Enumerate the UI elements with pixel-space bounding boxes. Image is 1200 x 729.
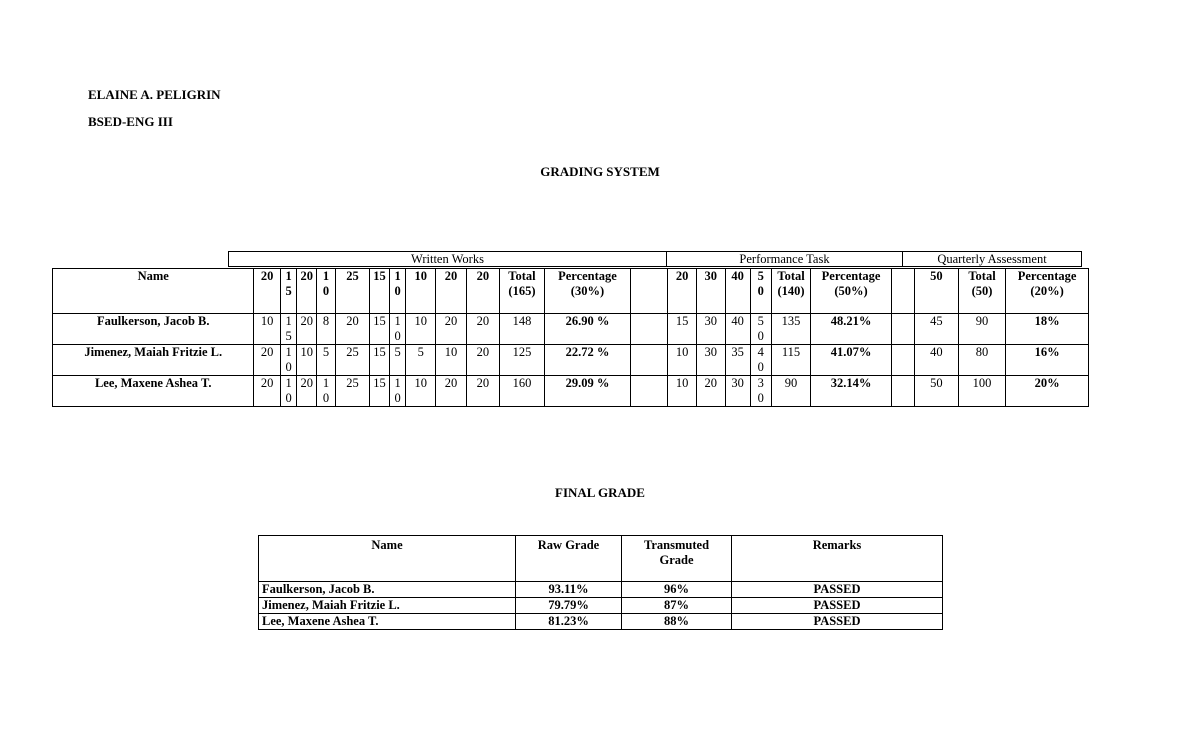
spacer-cell	[891, 376, 914, 407]
performance-task-max-header: 20	[668, 269, 697, 314]
written-work-score: 5	[389, 345, 406, 376]
final-header-transmuted-grade: Transmuted Grade	[622, 536, 732, 582]
raw-grade: 93.11%	[516, 582, 622, 598]
written-work-score: 15	[370, 345, 390, 376]
grading-system-title: GRADING SYSTEM	[540, 164, 660, 179]
written-work-max-header: 1 5	[280, 269, 297, 314]
spacer-cell	[630, 376, 667, 407]
written-work-score: 1 5	[280, 314, 297, 345]
student-row	[53, 376, 1089, 407]
written-work-score: 5	[406, 345, 436, 376]
student-name-cell: Faulkerson, Jacob B.	[53, 314, 254, 345]
student-name-cell: Jimenez, Maiah Fritzie L.	[53, 345, 254, 376]
spacer-cell	[891, 345, 914, 376]
written-work-score: 20	[335, 314, 369, 345]
performance-task-score: 30	[725, 376, 750, 407]
remarks: PASSED	[732, 614, 943, 630]
written-work-score: 10	[406, 376, 436, 407]
name-header: Name	[53, 269, 254, 314]
quarterly-max-header: 50	[914, 269, 958, 314]
spacer-cell	[630, 314, 667, 345]
written-works-band: Written Works	[228, 251, 667, 267]
quarterly-percentage: 16%	[1006, 345, 1089, 376]
performance-task-score: 10	[668, 345, 697, 376]
written-work-score: 1 0	[389, 376, 406, 407]
written-work-score: 1 0	[280, 345, 297, 376]
written-work-score: 20	[466, 376, 499, 407]
student-row	[53, 314, 1089, 345]
written-work-max-header: 25	[335, 269, 369, 314]
program-label: BSED-ENG III	[88, 114, 173, 129]
written-work-score: 20	[436, 376, 467, 407]
written-work-score: 20	[254, 345, 280, 376]
performance-task-score: 40	[725, 314, 750, 345]
written-work-max-header: 10	[406, 269, 436, 314]
final-student-name: Lee, Maxene Ashea T.	[259, 614, 516, 630]
written-work-score: 8	[317, 314, 336, 345]
written-total: 125	[499, 345, 544, 376]
written-work-score: 10	[254, 314, 280, 345]
performance-total: 90	[771, 376, 811, 407]
performance-task-max-header: 40	[725, 269, 750, 314]
written-work-score: 15	[370, 376, 390, 407]
performance-task-score: 30	[696, 314, 725, 345]
written-work-score: 20	[297, 376, 317, 407]
quarterly-score: 45	[914, 314, 958, 345]
quarterly-assessment-band: Quarterly Assessment	[902, 251, 1082, 267]
performance-task-score: 30	[696, 345, 725, 376]
performance-task-score: 15	[668, 314, 697, 345]
performance-task-score: 10	[668, 376, 697, 407]
written-work-score: 1 0	[389, 314, 406, 345]
written-work-score: 20	[297, 314, 317, 345]
written-work-score: 5	[317, 345, 336, 376]
written-total: 160	[499, 376, 544, 407]
quarterly-total: 100	[958, 376, 1005, 407]
written-work-max-header: 20	[254, 269, 280, 314]
performance-task-band: Performance Task	[666, 251, 903, 267]
written-work-max-header: 1 0	[389, 269, 406, 314]
spacer-cell	[630, 269, 667, 314]
written-work-score: 1 0	[317, 376, 336, 407]
spacer-cell	[891, 314, 914, 345]
remarks: PASSED	[732, 582, 943, 598]
quarterly-total-header: Total (50)	[958, 269, 1005, 314]
remarks: PASSED	[732, 598, 943, 614]
final-grade-row	[259, 582, 943, 598]
written-percentage: 22.72 %	[545, 345, 631, 376]
written-work-score: 20	[466, 314, 499, 345]
raw-grade: 79.79%	[516, 598, 622, 614]
quarterly-total: 90	[958, 314, 1005, 345]
performance-task-score: 4 0	[750, 345, 771, 376]
written-work-max-header: 1 0	[317, 269, 336, 314]
written-work-score: 10	[297, 345, 317, 376]
written-work-score: 10	[436, 345, 467, 376]
quarterly-total: 80	[958, 345, 1005, 376]
written-work-score: 20	[466, 345, 499, 376]
performance-total-header: Total (140)	[771, 269, 811, 314]
quarterly-score: 50	[914, 376, 958, 407]
performance-percentage: 41.07%	[811, 345, 891, 376]
performance-percentage: 48.21%	[811, 314, 891, 345]
written-work-score: 15	[370, 314, 390, 345]
written-percentage: 29.09 %	[545, 376, 631, 407]
performance-task-score: 3 0	[750, 376, 771, 407]
spacer-cell	[891, 269, 914, 314]
quarterly-percentage-header: Percentage (20%)	[1006, 269, 1089, 314]
written-work-score: 25	[335, 376, 369, 407]
written-percentage: 26.90 %	[545, 314, 631, 345]
final-header-raw-grade: Raw Grade	[516, 536, 622, 582]
performance-total: 135	[771, 314, 811, 345]
written-total: 148	[499, 314, 544, 345]
written-work-score: 20	[254, 376, 280, 407]
transmuted-grade: 88%	[622, 614, 732, 630]
written-work-score: 25	[335, 345, 369, 376]
transmuted-grade: 87%	[622, 598, 732, 614]
final-header-name: Name	[259, 536, 516, 582]
student-name-cell: Lee, Maxene Ashea T.	[53, 376, 254, 407]
final-grade-table	[258, 535, 943, 630]
quarterly-score: 40	[914, 345, 958, 376]
quarterly-percentage: 18%	[1006, 314, 1089, 345]
performance-task-max-header: 5 0	[750, 269, 771, 314]
written-work-max-header: 20	[297, 269, 317, 314]
performance-task-max-header: 30	[696, 269, 725, 314]
written-work-score: 10	[406, 314, 436, 345]
written-percentage-header: Percentage (30%)	[545, 269, 631, 314]
quarterly-percentage: 20%	[1006, 376, 1089, 407]
performance-percentage: 32.14%	[811, 376, 891, 407]
written-work-max-header: 15	[370, 269, 390, 314]
performance-task-score: 35	[725, 345, 750, 376]
written-total-header: Total (165)	[499, 269, 544, 314]
spacer-cell	[630, 345, 667, 376]
raw-grade: 81.23%	[516, 614, 622, 630]
performance-total: 115	[771, 345, 811, 376]
student-name: ELAINE A. PELIGRIN	[88, 87, 221, 102]
student-row	[53, 345, 1089, 376]
grading-header-row	[53, 269, 1089, 314]
performance-task-score: 20	[696, 376, 725, 407]
grading-table	[52, 268, 1089, 407]
final-grade-title: FINAL GRADE	[555, 485, 645, 500]
performance-task-score: 5 0	[750, 314, 771, 345]
written-work-max-header: 20	[436, 269, 467, 314]
final-grade-row	[259, 614, 943, 630]
written-work-score: 20	[436, 314, 467, 345]
final-student-name: Faulkerson, Jacob B.	[259, 582, 516, 598]
written-work-score: 1 0	[280, 376, 297, 407]
written-work-max-header: 20	[466, 269, 499, 314]
final-student-name: Jimenez, Maiah Fritzie L.	[259, 598, 516, 614]
performance-percentage-header: Percentage (50%)	[811, 269, 891, 314]
transmuted-grade: 96%	[622, 582, 732, 598]
final-header-remarks: Remarks	[732, 536, 943, 582]
final-grade-row	[259, 598, 943, 614]
